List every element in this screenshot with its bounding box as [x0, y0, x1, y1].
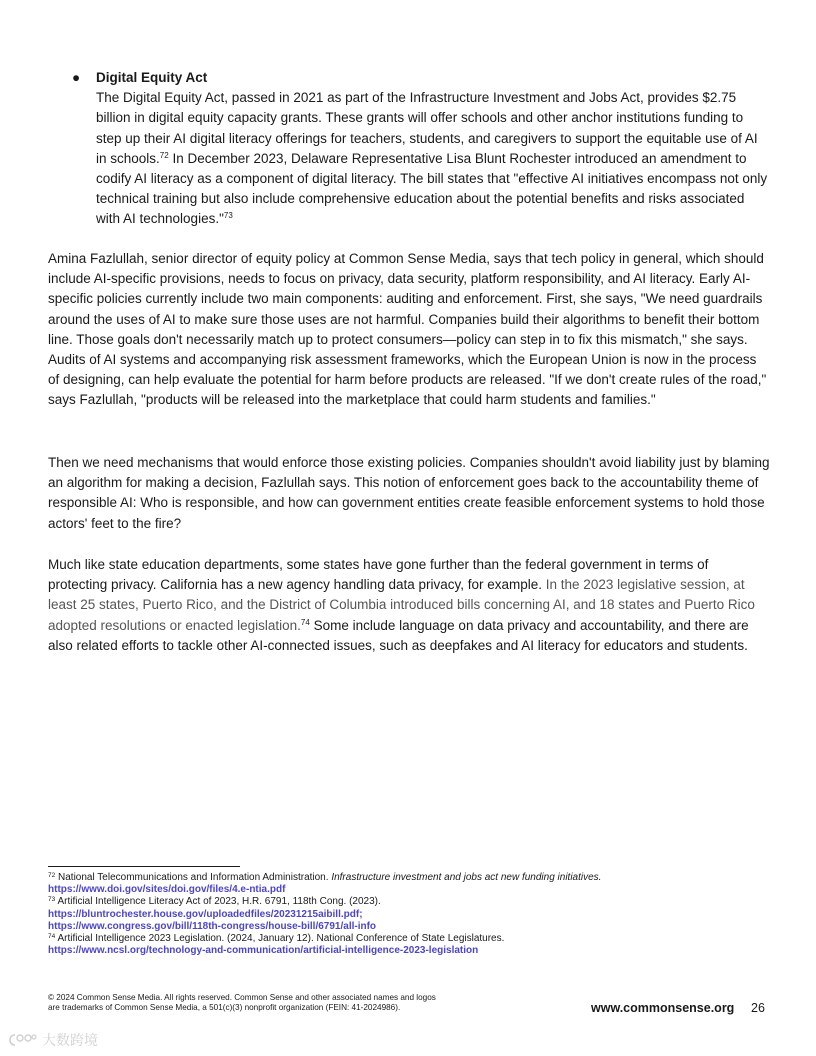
footer-copyright-line-1: © 2024 Common Sense Media. All rights reserved. Common Sense and other associated names and logos — [48, 993, 436, 1002]
footnote-72 — [48, 872, 768, 884]
paragraph-state-privacy — [48, 555, 770, 656]
footnote-72-link[interactable]: https://www.doi.gov/sites/doi.gov/files/4.e-ntia.pdf — [48, 884, 286, 896]
footnote-ref-74[interactable]: 74 — [300, 617, 310, 627]
footnote-73-separator: ; — [359, 908, 363, 920]
footnote-74-number: 74 — [48, 933, 56, 941]
bullet-text-b: In December 2023, Delaware Representative Lisa Blunt Rochester introduced an amendment to codify AI literacy as a component of digital literacy. The bill states that "effective AI initiatives encompass not only technical training but also include comprehensive education about the potential benefits and risks associated with AI technologies." — [96, 150, 768, 227]
bullet-marker: ● — [72, 70, 81, 85]
bullet-text — [96, 88, 770, 229]
bullet-text-a: The Digital Equity Act, passed in 2021 as part of the Infrastructure Investment and Jobs Act, provides $2.75 billion in digital equity capacity grants. These grants will offer schools and other anchor institutions funding to step up their AI digital literacy offerings for teachers, students, and caregivers to support the equitable use of AI in schools. — [96, 90, 758, 166]
bullet-body — [96, 68, 770, 230]
paragraph-state-privacy-b: In the 2023 legislative session, at least 25 states, Puerto Rico, and the District of Columbia introduced bills concerning AI, and 18 states and Puerto Rico adopted resolutions or enacted legislation. — [48, 577, 755, 633]
paragraph-state-privacy-c: Some include language on data privacy and accountability, and there are also related efforts to tackle other AI-connected issues, such as deepfakes and AI literacy for educators and students. — [48, 617, 749, 653]
paragraph-fazlullah: Amina Fazlullah, senior director of equity policy at Common Sense Media, says that tech policy in general, which should include AI-specific provisions, needs to focus on privacy, data security, platform responsibility, and AI literacy. Early AI-specific policies currently include two main components: auditing and enforcement. First, she says, "We need guardrails around the uses of AI to make sure those uses are not harmful. Companies build their algorithms to benefit their bottom line. Those goals don't necessarily match up to protect consumers—policy can step in to fix this mismatch," she says. Audits of AI systems and accompanying risk assessment frameworks, which the European Union is now in the process of designing, can help evaluate the potential for harm before products are released. "If we don't create rules of the road," says Fazlullah, "products will be released into the marketplace that could harm students and families." — [48, 251, 767, 408]
footnote-73-link-line-1 — [48, 909, 768, 921]
footnote-74-link[interactable]: https://www.ncsl.org/technology-and-communication/artificial-intelligence-2023-legislation — [48, 945, 479, 957]
footnote-73-text: Artificial Intelligence Literacy Act of 2023, H.R. 6791, 118th Cong. (2023). — [55, 896, 381, 908]
footnote-73 — [48, 896, 768, 908]
footnote-73-link-2[interactable]: https://www.congress.gov/bill/118th-congress/house-bill/6791/all-info — [48, 920, 377, 932]
footnote-divider — [48, 866, 240, 867]
footer-copyright-line-2: are trademarks of Common Sense Media, a 501(c)(3) nonprofit organization (FEIN: 41-2024986). — [48, 1003, 401, 1012]
footnote-73-link-1[interactable]: https://bluntrochester.house.gov/uploadedfiles/20231215aibill.pdf — [48, 908, 360, 920]
footer-copyright — [48, 993, 568, 1013]
footnote-74 — [48, 933, 768, 945]
paragraph-enforcement: Then we need mechanisms that would enforce those existing policies. Companies shouldn't avoid liability just by blaming an algorithm for making a decision, Fazlullah says. This notion of enforcement goes back to the accountability theme of responsible AI: Who is responsible, and how can government entities create feasible enforcement systems to hold those actors' feet to the fire? — [48, 455, 770, 531]
footnote-72-number: 72 — [48, 872, 56, 879]
footnote-73-number: 73 — [48, 896, 56, 904]
footnote-73-link-line-2 — [48, 921, 768, 933]
footnote-74-text: Artificial Intelligence 2023 Legislation. (2024, January 12). National Conference of State Legislatures. — [55, 933, 505, 945]
paragraph-state-privacy-a: Much like state education departments, some states have gone further than the federal government in terms of protecting privacy. California has a new agency handling data privacy, for example. — [48, 557, 709, 593]
digital-equity-act-bullet — [70, 68, 770, 230]
footer-website[interactable]: www.commonsense.org — [591, 1001, 735, 1015]
footnotes-section — [48, 872, 768, 957]
bullet-title: Digital Equity Act — [96, 70, 208, 85]
footnote-72-text: National Telecommunications and Information Administration. — [55, 872, 332, 883]
footnote-72-title: Infrastructure investment and jobs act new funding initiatives. — [331, 872, 602, 883]
watermark — [8, 1030, 98, 1050]
watermark-text: 大数跨境 — [42, 1032, 98, 1048]
footnote-74-link-line — [48, 945, 768, 957]
watermark-logo-icon — [8, 1032, 38, 1048]
footnote-72-link-line — [48, 884, 768, 896]
page-number: 26 — [751, 1001, 765, 1015]
footnote-ref-72[interactable]: 72 — [159, 150, 169, 160]
footnote-ref-73[interactable]: 73 — [223, 211, 233, 221]
